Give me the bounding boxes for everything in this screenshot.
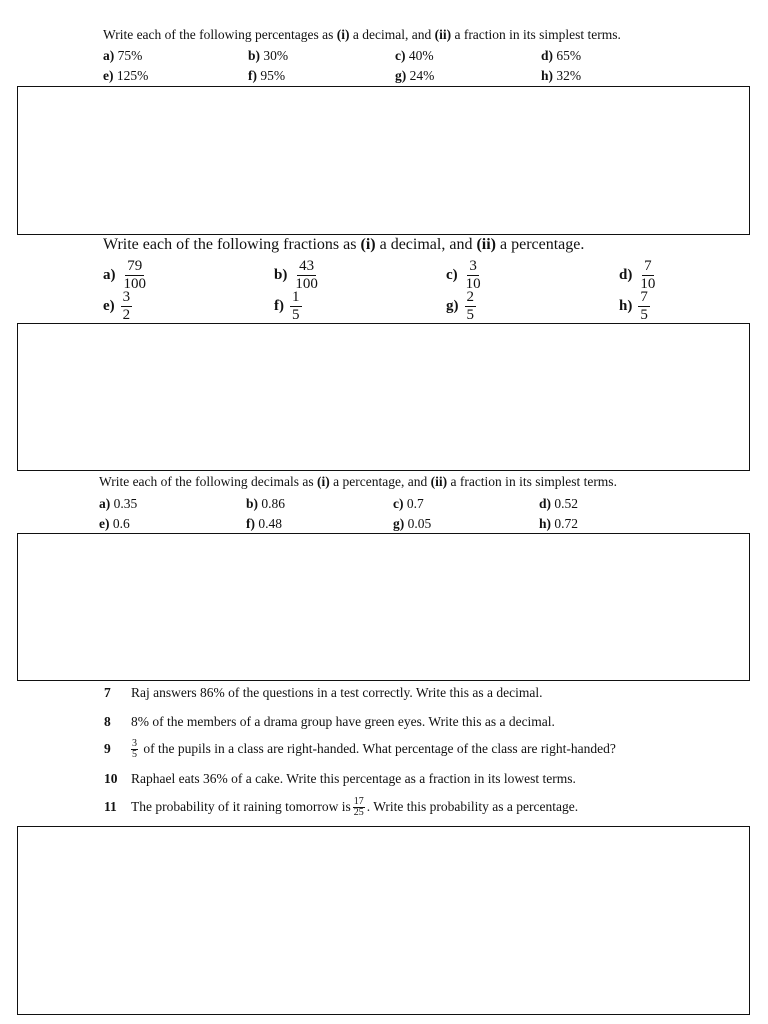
section3-instruction	[99, 474, 617, 490]
question-text: 8% of the members of a drama group have green eyes. Write this as a decimal.	[131, 714, 555, 729]
item-value: 65%	[556, 48, 582, 63]
answer-box-4[interactable]	[17, 826, 750, 1015]
section2-item-h	[619, 290, 650, 323]
instruction-text: a decimal, and	[375, 236, 477, 253]
fraction-denominator: 5	[466, 307, 474, 323]
section2-item-e	[103, 290, 132, 323]
fraction	[122, 259, 149, 292]
item-value: 32%	[556, 68, 582, 83]
instruction-text: a percentage.	[495, 236, 585, 253]
section2-item-a	[103, 259, 148, 292]
item-value: 0.72	[554, 516, 579, 531]
item-label: g)	[446, 298, 459, 314]
fraction	[293, 259, 320, 292]
fraction-denominator: 5	[132, 748, 137, 760]
question-11	[104, 797, 578, 817]
item-label: e)	[103, 68, 114, 83]
question-number: 10	[104, 771, 118, 786]
fraction	[290, 290, 302, 323]
item-value: 0.35	[113, 496, 138, 511]
item-value: 0.48	[258, 516, 282, 531]
answer-box-3[interactable]	[17, 533, 750, 681]
item-value: 75%	[117, 48, 143, 63]
section2-item-f	[274, 290, 302, 323]
instruction-text: a fraction in its simplest terms.	[451, 27, 621, 42]
question-8	[104, 714, 555, 730]
item-label: h)	[539, 516, 552, 531]
section3-item-g	[393, 516, 431, 532]
section2-item-c	[446, 259, 483, 292]
question-9	[104, 739, 616, 759]
fraction-numerator: 2	[466, 289, 474, 305]
section2-instruction	[103, 236, 584, 254]
item-value: 0.52	[554, 496, 579, 511]
fraction	[638, 259, 657, 292]
item-label: d)	[619, 267, 633, 283]
instruction-label-i: (i)	[317, 474, 330, 489]
section1-item-a	[103, 48, 142, 64]
fraction	[464, 259, 483, 292]
fraction-numerator: 7	[644, 258, 652, 274]
item-label: d)	[539, 496, 552, 511]
item-label: b)	[248, 48, 261, 63]
item-value: 30%	[263, 48, 289, 63]
instruction-label-i: (i)	[360, 236, 376, 253]
section3-item-b	[246, 496, 285, 512]
item-label: c)	[393, 496, 404, 511]
question-number: 8	[104, 714, 111, 729]
item-label: h)	[619, 298, 633, 314]
fraction-denominator: 10	[465, 276, 481, 292]
fraction-numerator: 3	[132, 738, 137, 749]
instruction-label-i: (i)	[336, 27, 350, 42]
section1-item-g	[395, 68, 434, 84]
item-label: g)	[393, 516, 405, 531]
instruction-label-ii: (ii)	[430, 474, 448, 489]
fraction	[121, 290, 133, 323]
section3-item-h	[539, 516, 578, 532]
item-label: f)	[248, 68, 257, 83]
fraction-denominator: 5	[292, 307, 300, 323]
question-number: 7	[104, 685, 111, 700]
question-number: 9	[104, 741, 111, 756]
item-value: 40%	[408, 48, 434, 63]
instruction-text: Write each of the following fractions as	[103, 236, 361, 253]
section1-instruction	[103, 27, 621, 43]
inline-fraction	[353, 797, 365, 817]
section3-item-a	[99, 496, 137, 512]
item-label: h)	[541, 68, 554, 83]
instruction-text: Write each of the following percentages as	[103, 27, 337, 42]
section3-item-c	[393, 496, 424, 512]
question-text: Raphael eats 36% of a cake. Write this percentage as a fraction in its lowest terms.	[131, 771, 576, 786]
section1-item-c	[395, 48, 434, 64]
item-label: g)	[395, 68, 407, 83]
section3-item-d	[539, 496, 578, 512]
instruction-text: a decimal, and	[349, 27, 435, 42]
section1-item-f	[248, 68, 285, 84]
question-text: . Write this probability as a percentage.	[366, 799, 579, 814]
item-label: f)	[246, 516, 255, 531]
instruction-text: a percentage, and	[329, 474, 431, 489]
instruction-label-ii: (ii)	[476, 236, 496, 253]
item-value: 0.86	[261, 496, 286, 511]
fraction-numerator: 7	[640, 289, 648, 305]
inline-fraction	[131, 739, 138, 759]
section2-item-g	[446, 290, 476, 323]
question-7	[104, 685, 542, 701]
question-text: The probability of it raining tomorrow is	[131, 799, 351, 814]
item-label: a)	[99, 496, 111, 511]
item-label: a)	[103, 48, 115, 63]
fraction	[638, 290, 650, 323]
answer-box-2[interactable]	[17, 323, 750, 471]
answer-box-1[interactable]	[17, 86, 750, 235]
section1-item-e	[103, 68, 148, 84]
fraction-denominator: 100	[123, 276, 146, 292]
item-value: 95%	[260, 68, 286, 83]
fraction	[465, 290, 477, 323]
fraction-numerator: 17	[353, 796, 364, 807]
section1-item-d	[541, 48, 581, 64]
item-label: b)	[246, 496, 259, 511]
fraction-denominator: 25	[353, 806, 364, 818]
item-label: a)	[103, 267, 116, 283]
item-value: 24%	[409, 68, 435, 83]
fraction-numerator: 79	[127, 258, 143, 274]
fraction-denominator: 5	[640, 307, 648, 323]
section2-item-d	[619, 259, 657, 292]
question-text: Raj answers 86% of the questions in a test correctly. Write this as a decimal.	[131, 685, 543, 700]
question-text: of the pupils in a class are right-handed. What percentage of the class are right-handed?	[143, 741, 616, 756]
item-label: e)	[103, 298, 115, 314]
section3-item-e	[99, 516, 130, 532]
question-10	[104, 771, 576, 787]
instruction-text: a fraction in its simplest terms.	[447, 474, 617, 489]
item-label: e)	[99, 516, 110, 531]
item-value: 0.6	[112, 516, 130, 531]
item-label: f)	[274, 298, 284, 314]
item-label: c)	[446, 267, 458, 283]
fraction-denominator: 10	[640, 276, 656, 292]
section1-item-h	[541, 68, 581, 84]
question-number: 11	[104, 799, 117, 814]
instruction-text: Write each of the following decimals as	[99, 474, 318, 489]
fraction-numerator: 43	[299, 258, 315, 274]
item-value: 0.05	[407, 516, 432, 531]
section3-item-f	[246, 516, 282, 532]
section2-item-b	[274, 259, 320, 292]
item-label: c)	[395, 48, 406, 63]
item-value: 0.7	[406, 496, 424, 511]
fraction-numerator: 1	[292, 289, 300, 305]
fraction-numerator: 3	[469, 258, 477, 274]
fraction-denominator: 100	[295, 276, 318, 292]
item-label: d)	[541, 48, 554, 63]
instruction-label-ii: (ii)	[434, 27, 452, 42]
fraction-numerator: 3	[122, 289, 131, 305]
item-label: b)	[274, 267, 288, 283]
item-value: 125%	[116, 68, 149, 83]
section1-item-b	[248, 48, 288, 64]
fraction-denominator: 2	[122, 307, 131, 323]
